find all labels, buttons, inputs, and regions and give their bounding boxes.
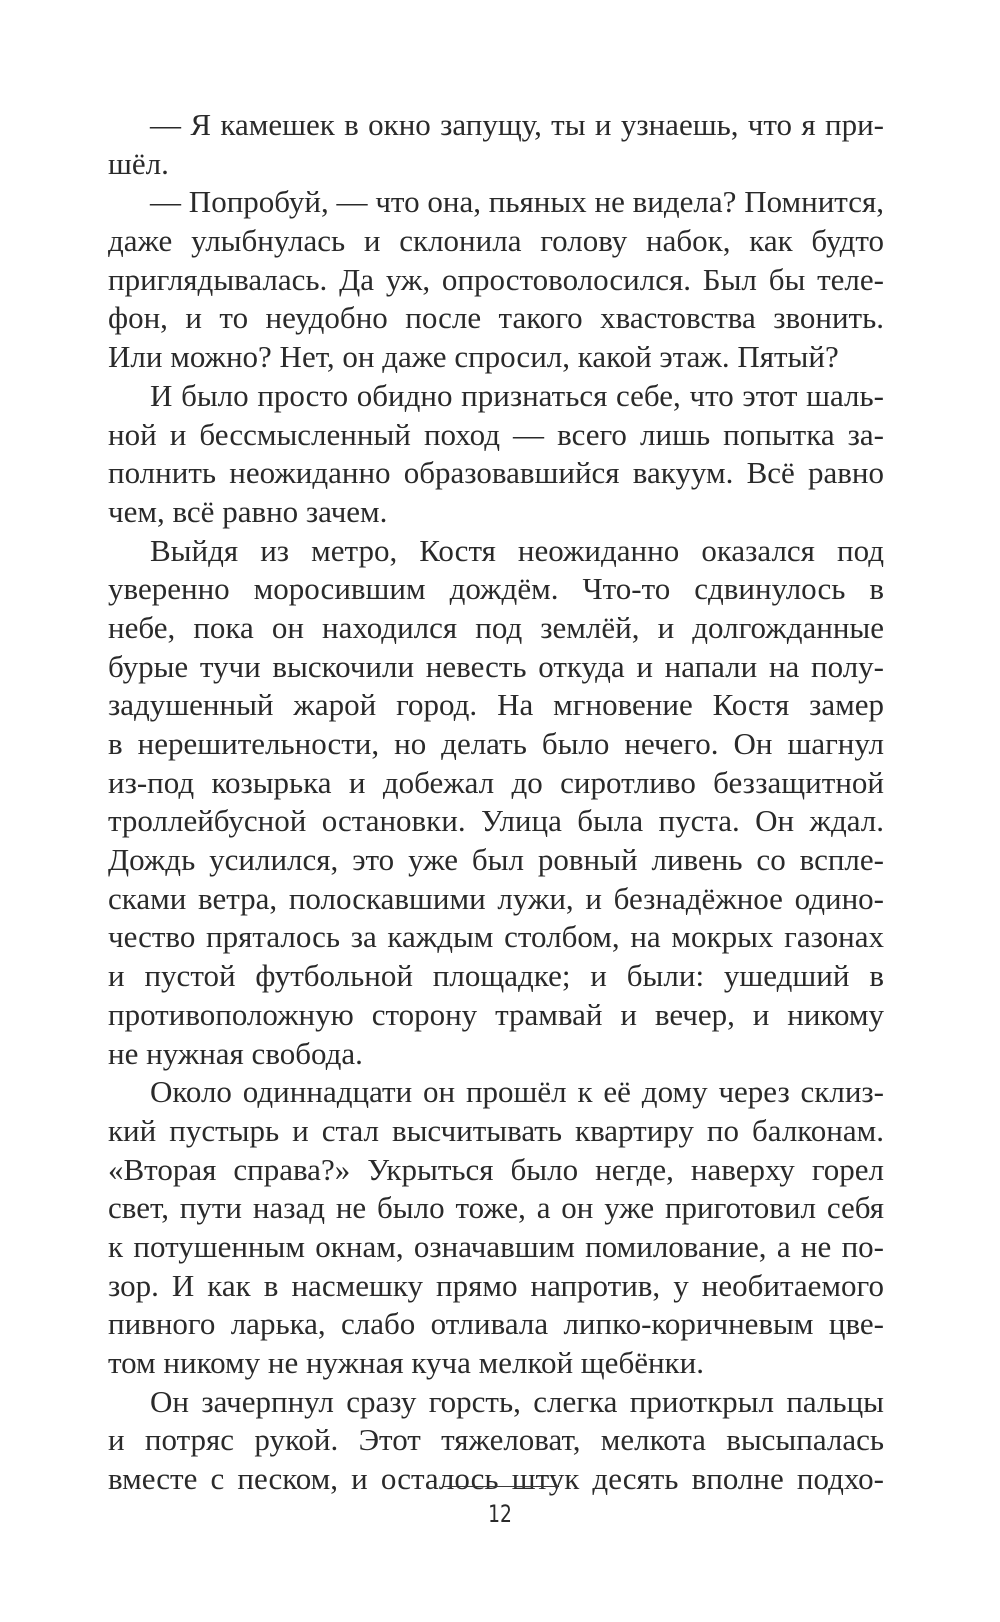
text-line: и потряс рукой. Этот тяжеловат, мелкота высыпалась (108, 1422, 884, 1458)
text-line: уверенно моросившим дождём. Что-то сдвинулось в (108, 571, 884, 607)
footer-rule (442, 1486, 559, 1487)
page-number: 12 (488, 1500, 512, 1528)
text-line: — Я камешек в окно запущу, ты и узнаешь, что я при- (150, 107, 884, 142)
text-line: том никому не нужная куча мелкой щебёнки. (108, 1345, 704, 1380)
text-line: задушенный жарой город. На мгновение Костя замер (108, 687, 884, 723)
text-line: зор. И как в насмешку прямо напротив, у необитаемого (108, 1267, 884, 1303)
text-line: из-под козырька и добежал до сиротливо беззащитной (108, 764, 884, 800)
text-line: свет, пути назад не было тоже, а он уже приготовил себя (108, 1190, 884, 1226)
text-line: Или можно? Нет, он даже спросил, какой этаж. Пятый? (108, 339, 839, 375)
text-line: и пустой футбольной площадке; и были: ушедший в (108, 958, 884, 994)
text-line: «Вторая справа?» Укрыться было негде, наверху горел (108, 1151, 884, 1187)
text-line: пивного ларька, слабо отливала липко-коричневым цве- (108, 1306, 884, 1342)
text-line: даже улыбнулась и склонила голову набок, как будто (108, 223, 884, 259)
text-line: фон, и то неудобно после такого хвастовства звонить. (108, 300, 884, 336)
text-line: противоположную сторону трамвай и вечер, и никому (108, 996, 884, 1032)
text-line: чество пряталось за каждым столбом, на мокрых газонах (108, 919, 884, 955)
text-line: полнить неожиданно образовавшийся вакуум. Всё равно (108, 455, 884, 491)
body-text (108, 106, 884, 1499)
text-line: не нужная свобода. (108, 1035, 363, 1071)
text-line: в нерешительности, но делать было нечего. Он шагнул (108, 726, 884, 761)
text-line: чем, всё равно зачем. (108, 493, 388, 529)
text-line: И было просто обидно признаться себе, что этот шаль- (150, 377, 884, 413)
text-line: сками ветра, полоскавшими лужи, и безнадёжное одино- (108, 880, 884, 916)
text-line: троллейбусной остановки. Улица была пуста. Он ждал. (108, 803, 884, 839)
text-line: Он зачерпнул сразу горсть, слегка приоткрыл пальцы (150, 1383, 884, 1419)
text-line: Выйдя из метро, Костя неожиданно оказался под (150, 532, 884, 568)
text-line: приглядывалась. Да уж, опростоволосился. Был бы теле- (108, 261, 884, 297)
text-line: ной и бессмысленный поход — всего лишь попытка за- (108, 416, 884, 452)
text-line: — Попробуй, — что она, пьяных не видела? Помнится, (150, 184, 884, 220)
text-line: кий пустырь и стал высчитывать квартиру по балконам. (108, 1112, 884, 1148)
text-line: небе, пока он находился под землёй, и долгожданные (108, 609, 884, 645)
text-line: бурые тучи выскочили невесть откуда и напали на полу- (108, 648, 884, 684)
text-line: к потушенным окнам, означавшим помилование, а не по- (108, 1228, 884, 1264)
text-line: Дождь усилился, это уже был ровный ливень со вспле- (108, 842, 884, 878)
text-line: вместе с песком, и осталось штук десять вполне подхо- (108, 1461, 884, 1497)
text-line: Около одиннадцати он прошёл к её дому через склиз- (150, 1074, 884, 1110)
text-line: шёл. (108, 145, 169, 181)
